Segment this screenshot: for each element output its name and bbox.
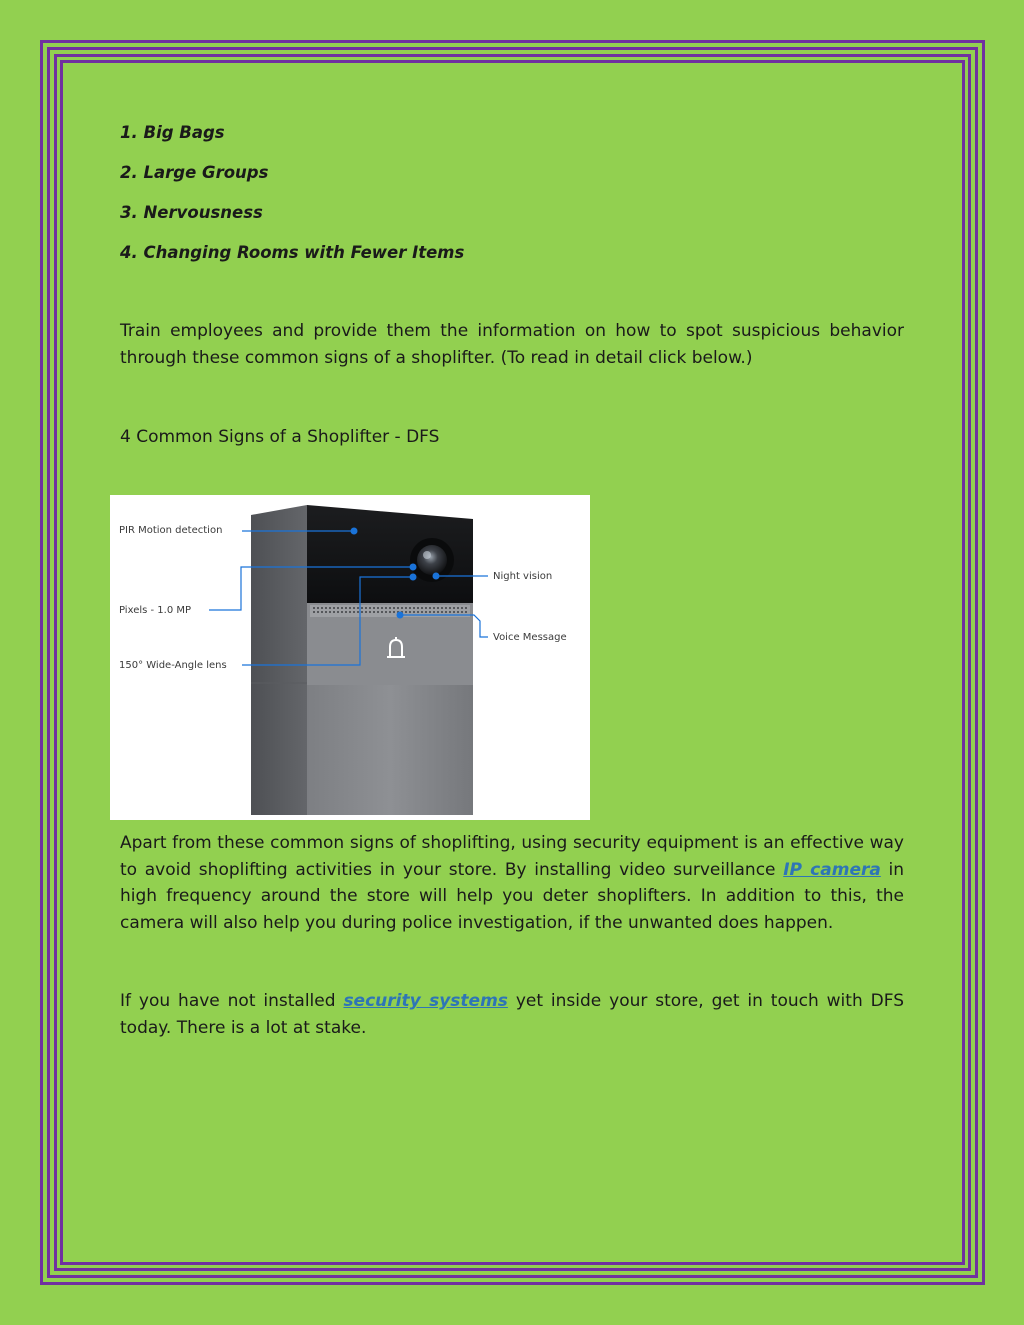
signs-list — [120, 118, 904, 278]
apart-text-after: in high frequency around the store will help you deter shoplifters. In addition to this, the camera will also help you during police investigation, if the unwanted does happen. — [120, 859, 904, 933]
list-item: 1. Big Bags — [120, 123, 225, 142]
article-link[interactable]: 4 Common Signs of a Shoplifter - DFS — [120, 427, 440, 447]
callout-night-vision: Night vision — [493, 571, 553, 582]
ip-camera-link[interactable]: IP camera — [783, 859, 881, 880]
callout-pixels: Pixels - 1.0 MP — [119, 605, 192, 616]
doorbell-camera-figure — [110, 495, 590, 820]
install-paragraph — [120, 988, 904, 1041]
list-item: 2. Large Groups — [120, 163, 269, 182]
callout-voice-message: Voice Message — [493, 632, 567, 643]
list-item: 4. Changing Rooms with Fewer Items — [120, 243, 465, 262]
device-side — [251, 505, 307, 815]
install-text-before: If you have not installed — [120, 991, 344, 1011]
apart-paragraph — [120, 830, 904, 936]
callout-pir-motion: PIR Motion detection — [119, 525, 223, 536]
apart-text-before: Apart from these common signs of shoplifting, using security equipment is an effective way to avoid shoplifting activities in your store. By installing video surveillance — [120, 833, 904, 880]
device-body-lower — [307, 685, 473, 815]
train-paragraph: Train employees and provide them the information on how to spot suspicious behavior through these common signs of a shoplifter. (To read in detail click below.) — [120, 321, 904, 368]
list-item: 3. Nervousness — [120, 203, 263, 222]
security-systems-link[interactable]: security systems — [343, 991, 508, 1011]
install-text-after: yet inside your store, get in touch with DFS today. There is a lot at stake. — [120, 991, 904, 1038]
callout-wide-angle-lens: 150° Wide-Angle lens — [119, 660, 227, 671]
